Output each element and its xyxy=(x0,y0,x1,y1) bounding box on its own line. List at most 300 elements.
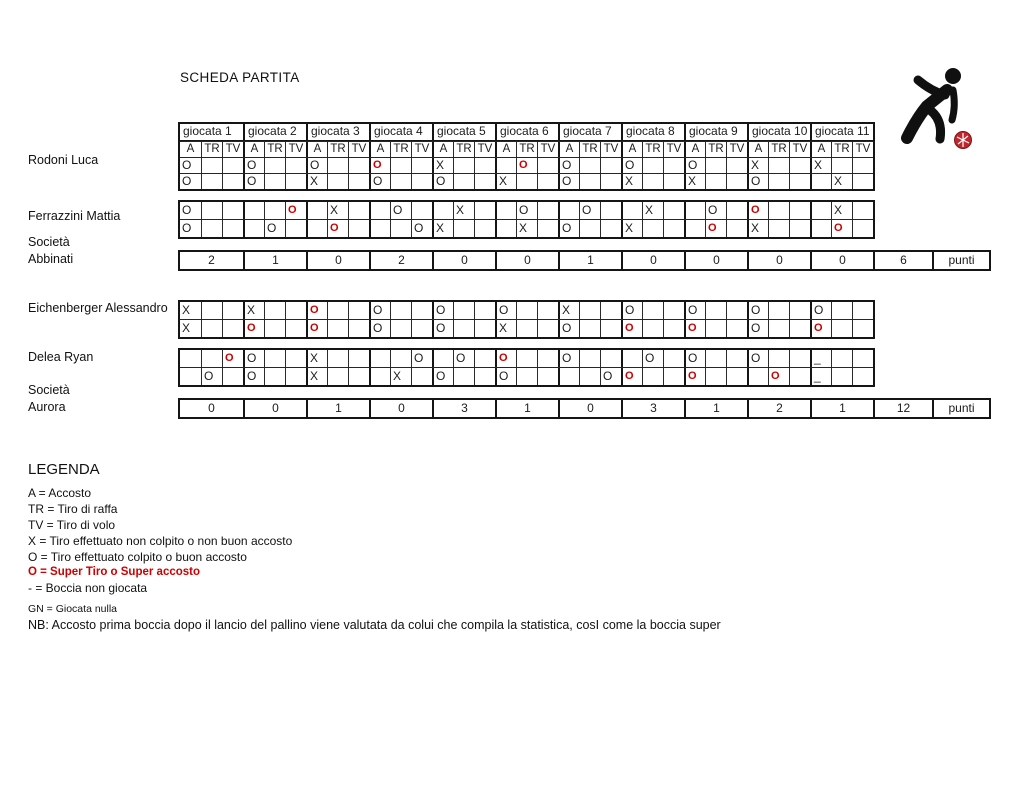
mark-cell: O xyxy=(432,320,453,337)
mark-cell xyxy=(180,350,201,367)
punti-value-cell: 1 xyxy=(558,252,621,269)
mark-cell: O xyxy=(495,302,516,319)
mark-cell xyxy=(222,368,243,385)
mark-cell xyxy=(852,174,873,189)
mark-cell: X xyxy=(495,174,516,189)
mark-cell xyxy=(558,368,579,385)
mark-cell xyxy=(411,202,432,219)
mark-cell: O xyxy=(600,368,621,385)
mark-cell xyxy=(642,320,663,337)
legend-line-tr: TR = Tiro di raffa xyxy=(28,502,118,516)
subcol-header-cell: A xyxy=(369,142,390,157)
subcol-header-cell: A xyxy=(432,142,453,157)
mark-cell xyxy=(579,368,600,385)
punti-value-cell: 0 xyxy=(747,252,810,269)
mark-cell xyxy=(852,302,873,319)
punti-value-cell: 0 xyxy=(621,252,684,269)
mark-cell xyxy=(726,302,747,319)
mark-cell xyxy=(474,220,495,237)
mark-cell xyxy=(600,158,621,173)
scoring-table-rodoni xyxy=(178,122,875,191)
punti-value-cell: 2 xyxy=(208,253,215,267)
subcol-header-cell: TV xyxy=(852,142,873,157)
mark-cell: X xyxy=(306,368,327,385)
punti-value-cell: 1 xyxy=(495,400,558,417)
mark-cell xyxy=(768,302,789,319)
subcol-header-cell: TR xyxy=(642,142,663,157)
punti-value-cell: 0 xyxy=(208,401,215,415)
mark-cell xyxy=(390,302,411,319)
mark-cell: O xyxy=(558,320,579,337)
mark-cell xyxy=(348,302,369,319)
punti-value-cell: 1 xyxy=(306,400,369,417)
mark-cell: O xyxy=(369,174,390,189)
giocata-header-cell: giocata 8 xyxy=(621,124,684,140)
punti-value-cell: 0 xyxy=(306,252,369,269)
subcol-header-cell: TR xyxy=(579,142,600,157)
mark-cell xyxy=(453,174,474,189)
subcol-header-cell: A xyxy=(186,143,195,155)
mark-cell: O xyxy=(747,350,768,367)
mark-cell: X xyxy=(306,174,327,189)
mark-cell xyxy=(789,174,810,189)
mark-cell xyxy=(621,202,642,219)
mark-cell xyxy=(852,220,873,237)
punti-value-cell: 0 xyxy=(684,252,747,269)
mark-cell xyxy=(579,174,600,189)
mark-cell xyxy=(411,174,432,189)
mark-cell xyxy=(705,158,726,173)
mark-cell xyxy=(222,202,243,219)
mark-cell xyxy=(201,320,222,337)
scoring-table-eichenberger xyxy=(178,300,875,339)
mark-cell xyxy=(600,320,621,337)
mark-cell xyxy=(327,350,348,367)
mark-cell: O xyxy=(747,202,768,219)
mark-cell xyxy=(726,350,747,367)
subcol-header-cell: TV xyxy=(222,142,243,157)
mark-cell: O xyxy=(495,350,516,367)
punti-value-cell: 3 xyxy=(432,400,495,417)
mark-cell xyxy=(705,368,726,385)
mark-cell xyxy=(726,220,747,237)
mark-cell xyxy=(537,174,558,189)
mark-cell xyxy=(768,174,789,189)
mark-cell xyxy=(789,350,810,367)
mark-cell: X xyxy=(516,220,537,237)
mark-cell xyxy=(411,320,432,337)
mark-cell: O xyxy=(306,302,327,319)
subcol-header-cell: TV xyxy=(600,142,621,157)
mark-cell xyxy=(264,174,285,189)
subcol-header-cell: A xyxy=(684,142,705,157)
subcol-header-row xyxy=(180,141,873,157)
subcol-header-cell: TR xyxy=(264,142,285,157)
giocata-header-cell: giocata 10 xyxy=(747,124,810,140)
mark-cell xyxy=(579,350,600,367)
scoring-table-ferrazzini xyxy=(178,200,875,239)
mark-cell: O xyxy=(411,220,432,237)
mark-cell xyxy=(642,220,663,237)
mark-cell xyxy=(201,158,222,173)
mark-cell xyxy=(726,202,747,219)
player-name-ferrazzini: Ferrazzini Mattia xyxy=(28,209,121,223)
mark-cell: O xyxy=(579,202,600,219)
mark-cell xyxy=(348,202,369,219)
mark-cell xyxy=(180,368,201,385)
mark-cell: O xyxy=(705,202,726,219)
mark-cell: O xyxy=(369,302,390,319)
mark-cell xyxy=(327,302,348,319)
mark-cell xyxy=(306,202,327,219)
giocata-header-cell: giocata 4 xyxy=(369,124,432,140)
punti-value-cell: 3 xyxy=(621,400,684,417)
mark-cell: X xyxy=(390,368,411,385)
mark-cell: X xyxy=(306,350,327,367)
rodoni-marks-row-1 xyxy=(180,157,873,173)
subcol-header-cell: TV xyxy=(663,142,684,157)
mark-cell: O xyxy=(621,368,642,385)
mark-cell xyxy=(453,320,474,337)
mark-cell xyxy=(222,302,243,319)
mark-cell xyxy=(789,368,810,385)
giocata-header-cell: giocata 7 xyxy=(558,124,621,140)
mark-cell xyxy=(264,350,285,367)
mark-cell: X xyxy=(432,220,453,237)
mark-cell xyxy=(453,302,474,319)
mark-cell: O xyxy=(642,350,663,367)
mark-cell xyxy=(747,368,768,385)
mark-cell xyxy=(222,158,243,173)
legend-line-super: O = Super Tiro o Super accosto xyxy=(28,566,201,578)
team-label-societa-2: Società xyxy=(28,383,70,397)
mark-cell: O xyxy=(369,320,390,337)
mark-cell: O xyxy=(621,302,642,319)
mark-cell xyxy=(474,202,495,219)
subcol-header-cell: TR xyxy=(516,142,537,157)
mark-cell xyxy=(327,320,348,337)
mark-cell: O xyxy=(558,158,579,173)
mark-cell xyxy=(348,158,369,173)
mark-cell: O xyxy=(684,302,705,319)
punti-value-cell: 0 xyxy=(495,252,558,269)
mark-cell xyxy=(831,158,852,173)
mark-cell: O xyxy=(684,368,705,385)
punti-value-cell: 1 xyxy=(810,400,873,417)
punti-row xyxy=(180,400,989,417)
mark-cell xyxy=(810,174,831,189)
mark-cell: O xyxy=(432,368,453,385)
punti-label: punti xyxy=(932,252,989,269)
mark-cell xyxy=(369,350,390,367)
mark-cell xyxy=(264,320,285,337)
mark-cell xyxy=(411,302,432,319)
mark-cell: _ xyxy=(810,350,831,367)
mark-cell xyxy=(726,368,747,385)
mark-cell xyxy=(642,368,663,385)
subcol-header-cell: A xyxy=(621,142,642,157)
mark-cell xyxy=(243,220,264,237)
mark-cell: O xyxy=(621,158,642,173)
mark-cell xyxy=(495,202,516,219)
mark-cell xyxy=(537,320,558,337)
mark-cell xyxy=(810,202,831,219)
mark-cell xyxy=(600,174,621,189)
player-name-delea: Delea Ryan xyxy=(28,350,94,364)
punti-value-cell: 1 xyxy=(684,400,747,417)
mark-cell xyxy=(264,368,285,385)
mark-cell: O xyxy=(243,174,264,189)
mark-cell xyxy=(411,158,432,173)
punti-label: punti xyxy=(932,400,989,417)
mark-cell xyxy=(579,220,600,237)
punti-value-cell: 1 xyxy=(243,252,306,269)
mark-cell xyxy=(768,220,789,237)
mark-cell: O xyxy=(558,350,579,367)
mark-cell: O xyxy=(747,174,768,189)
mark-cell: O xyxy=(306,158,327,173)
mark-cell: O xyxy=(516,158,537,173)
legend-line-dash: - = Boccia non giocata xyxy=(28,581,148,595)
mark-cell xyxy=(852,350,873,367)
mark-cell xyxy=(768,202,789,219)
mark-cell xyxy=(432,202,453,219)
mark-cell: O xyxy=(810,302,831,319)
legend-line-a: A = Accosto xyxy=(28,486,92,500)
mark-cell xyxy=(663,202,684,219)
mark-cell: O xyxy=(810,320,831,337)
mark-cell: O xyxy=(243,158,264,173)
mark-cell: O xyxy=(684,350,705,367)
mark-cell: X xyxy=(432,158,453,173)
mark-cell: X xyxy=(831,174,852,189)
mark-cell xyxy=(264,158,285,173)
mark-cell xyxy=(642,174,663,189)
mark-cell xyxy=(831,368,852,385)
mark-cell xyxy=(852,320,873,337)
punti-total-aurora: 12 xyxy=(873,400,932,417)
mark-cell xyxy=(390,350,411,367)
mark-cell: O xyxy=(516,202,537,219)
subcol-header-cell: A xyxy=(747,142,768,157)
mark-cell: _ xyxy=(810,368,831,385)
mark-cell xyxy=(201,174,222,189)
mark-cell xyxy=(516,350,537,367)
punti-value-cell: 0 xyxy=(432,252,495,269)
mark-cell: O xyxy=(684,158,705,173)
team-label-aurora: Aurora xyxy=(28,400,66,414)
mark-cell xyxy=(579,320,600,337)
mark-cell: X xyxy=(182,303,191,317)
mark-cell xyxy=(768,320,789,337)
giocata-header-cell: giocata 1 xyxy=(183,124,232,138)
eichenberger-marks-row-1 xyxy=(180,302,873,319)
player-name-rodoni: Rodoni Luca xyxy=(28,153,99,167)
mark-cell xyxy=(705,320,726,337)
giocata-header-cell: giocata 5 xyxy=(432,124,495,140)
subcol-header-cell: TV xyxy=(537,142,558,157)
legend-line-nb: NB: Accosto prima boccia dopo il lancio del pallino viene valutata da colui che compila la statistica, cosI come la boccia super xyxy=(28,618,721,632)
mark-cell xyxy=(642,158,663,173)
mark-cell xyxy=(390,320,411,337)
mark-cell: O xyxy=(182,203,192,217)
mark-cell xyxy=(201,350,222,367)
mark-cell: O xyxy=(222,350,243,367)
mark-cell xyxy=(390,220,411,237)
mark-cell xyxy=(537,302,558,319)
mark-cell xyxy=(600,202,621,219)
punti-values-aurora xyxy=(180,400,873,417)
mark-cell: O xyxy=(453,350,474,367)
mark-cell xyxy=(411,368,432,385)
mark-cell: X xyxy=(621,174,642,189)
mark-cell xyxy=(432,350,453,367)
mark-cell xyxy=(684,220,705,237)
mark-cell xyxy=(264,302,285,319)
player-name-eichenberger: Eichenberger Alessandro xyxy=(28,301,168,315)
mark-cell xyxy=(789,220,810,237)
ferrazzini-marks-row-1 xyxy=(180,202,873,219)
mark-cell: X xyxy=(327,202,348,219)
mark-cell xyxy=(453,220,474,237)
mark-cell xyxy=(474,302,495,319)
mark-cell xyxy=(474,368,495,385)
subcol-header-cell: A xyxy=(495,142,516,157)
mark-cell xyxy=(600,302,621,319)
mark-cell xyxy=(852,158,873,173)
mark-cell xyxy=(243,202,264,219)
mark-cell xyxy=(579,302,600,319)
mark-cell: O xyxy=(684,320,705,337)
mark-cell xyxy=(201,220,222,237)
mark-cell: X xyxy=(453,202,474,219)
delea-marks-row-2 xyxy=(180,367,873,385)
mark-cell xyxy=(264,202,285,219)
mark-cell xyxy=(663,302,684,319)
giocata-header-cell: giocata 6 xyxy=(495,124,558,140)
punti-value-cell: 0 xyxy=(558,400,621,417)
mark-cell: O xyxy=(558,220,579,237)
subcol-header-cell: TR xyxy=(327,142,348,157)
mark-cell xyxy=(285,158,306,173)
subcol-header-cell: TR xyxy=(453,142,474,157)
mark-cell xyxy=(453,158,474,173)
mark-cell xyxy=(222,174,243,189)
mark-cell xyxy=(831,302,852,319)
giocata-header-cell: giocata 3 xyxy=(306,124,369,140)
mark-cell xyxy=(474,350,495,367)
mark-cell xyxy=(516,174,537,189)
mark-cell xyxy=(516,302,537,319)
page-title: SCHEDA PARTITA xyxy=(180,70,300,85)
mark-cell: O xyxy=(327,220,348,237)
mark-cell xyxy=(705,350,726,367)
mark-cell xyxy=(369,368,390,385)
punti-values-abbinati xyxy=(180,252,873,269)
mark-cell xyxy=(285,174,306,189)
mark-cell xyxy=(621,350,642,367)
giocata-header-row xyxy=(180,124,873,141)
delea-marks-row-1 xyxy=(180,350,873,367)
mark-cell: O xyxy=(182,158,192,172)
mark-cell xyxy=(348,350,369,367)
mark-cell: X xyxy=(684,174,705,189)
mark-cell xyxy=(789,158,810,173)
mark-cell xyxy=(579,158,600,173)
mark-cell: O xyxy=(432,302,453,319)
mark-cell xyxy=(348,174,369,189)
mark-cell: O xyxy=(768,368,789,385)
mark-cell xyxy=(537,202,558,219)
mark-cell: X xyxy=(831,202,852,219)
mark-cell xyxy=(474,158,495,173)
mark-cell xyxy=(831,350,852,367)
mark-cell: O xyxy=(264,220,285,237)
subcol-header-cell: A xyxy=(306,142,327,157)
punti-total-abbinati: 6 xyxy=(873,252,932,269)
mark-cell xyxy=(852,202,873,219)
mark-cell: O xyxy=(411,350,432,367)
mark-cell xyxy=(537,220,558,237)
subcol-header-cell: A xyxy=(243,142,264,157)
mark-cell xyxy=(663,220,684,237)
mark-cell: O xyxy=(243,320,264,337)
subcol-header-cell: TR xyxy=(390,142,411,157)
mark-cell: X xyxy=(621,220,642,237)
mark-cell: O xyxy=(182,221,192,235)
mark-cell xyxy=(789,302,810,319)
mark-cell: O xyxy=(831,220,852,237)
subcol-header-cell: A xyxy=(558,142,579,157)
mark-cell xyxy=(327,174,348,189)
mark-cell xyxy=(663,174,684,189)
subcol-header-cell: TV xyxy=(789,142,810,157)
mark-cell xyxy=(852,368,873,385)
mark-cell xyxy=(831,320,852,337)
bocce-logo xyxy=(893,68,981,154)
giocata-header-cell: giocata 9 xyxy=(684,124,747,140)
legend-line-x: X = Tiro effettuato non colpito o non buon accosto xyxy=(28,534,293,548)
mark-cell xyxy=(369,220,390,237)
mark-cell xyxy=(600,350,621,367)
subcol-header-cell: TV xyxy=(285,142,306,157)
subcol-header-cell: TR xyxy=(705,142,726,157)
mark-cell: X xyxy=(747,158,768,173)
mark-cell: O xyxy=(182,174,192,188)
mark-cell: O xyxy=(201,368,222,385)
mark-cell xyxy=(285,220,306,237)
mark-cell: O xyxy=(243,350,264,367)
giocata-header-cell: giocata 11 xyxy=(810,124,873,140)
subcol-header-cell: TV xyxy=(474,142,495,157)
mark-cell xyxy=(495,158,516,173)
mark-cell xyxy=(306,220,327,237)
mark-cell xyxy=(369,202,390,219)
mark-cell xyxy=(285,350,306,367)
mark-cell xyxy=(789,202,810,219)
mark-cell: O xyxy=(558,174,579,189)
punti-value-cell: 2 xyxy=(369,252,432,269)
mark-cell xyxy=(474,174,495,189)
mark-cell: X xyxy=(495,320,516,337)
legend-line-gn: GN = Giocata nulla xyxy=(28,603,118,615)
mark-cell xyxy=(810,220,831,237)
mark-cell xyxy=(663,158,684,173)
legend-title: LEGENDA xyxy=(28,461,100,478)
mark-cell xyxy=(768,158,789,173)
mark-cell xyxy=(663,320,684,337)
subcol-header-cell: A xyxy=(810,142,831,157)
